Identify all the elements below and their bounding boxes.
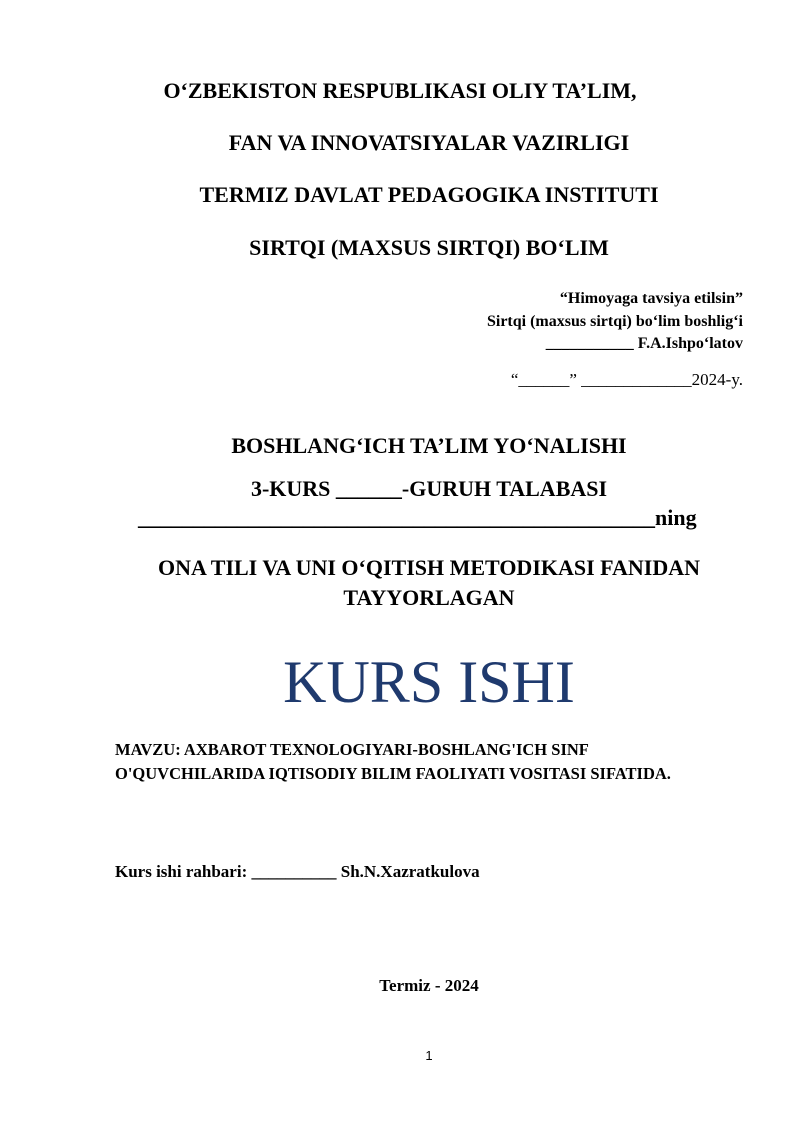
approval-date: “______” _____________2024-y.	[510, 370, 743, 389]
topic: MAVZU: AXBAROT TEXNOLOGIYARI-BOSHLANG'ICH SINF O'QUVCHILARIDA IQTISODIY BILIM FAOLIYATI VOSITASI SIFATIDA.	[115, 740, 671, 783]
student-name-line: _______________________________________________ning	[138, 505, 697, 530]
ministry-title-line-1: O‘ZBEKISTON RESPUBLIKASI OLIY TA’LIM,	[163, 78, 637, 103]
page-number: 1	[425, 1048, 433, 1063]
study-direction: BOSHLANG‘ICH TA’LIM YO‘NALISHI	[231, 433, 627, 458]
approval-recommendation: “Himoyaga tavsiya etilsin”	[559, 290, 743, 307]
place-year: Termiz - 2024	[379, 976, 479, 995]
institute-name: TERMIZ DAVLAT PEDAGOGIKA INSTITUTI	[199, 182, 659, 207]
course-group: 3-KURS ______-GURUH TALABASI	[250, 476, 608, 501]
supervisor: Kurs ishi rahbari: __________ Sh.N.Xazratkulova	[115, 862, 480, 881]
document-title: KURS ISHI	[283, 649, 575, 715]
subject-line-2: TAYYORLAGAN	[343, 585, 515, 610]
department-name: SIRTQI (MAXSUS SIRTQI) BO‘LIM	[249, 235, 609, 260]
subject-line-1: ONA TILI VA UNI O‘QITISH METODIKASI FANIDAN	[158, 555, 700, 580]
approval-position: Sirtqi (maxsus sirtqi) bo‘lim boshlig‘i	[486, 313, 743, 330]
approval-signature: ___________ F.A.Ishpo‘latov	[545, 335, 743, 352]
ministry-title-line-2: FAN VA INNOVATSIYALAR VAZIRLIGI	[228, 130, 630, 155]
